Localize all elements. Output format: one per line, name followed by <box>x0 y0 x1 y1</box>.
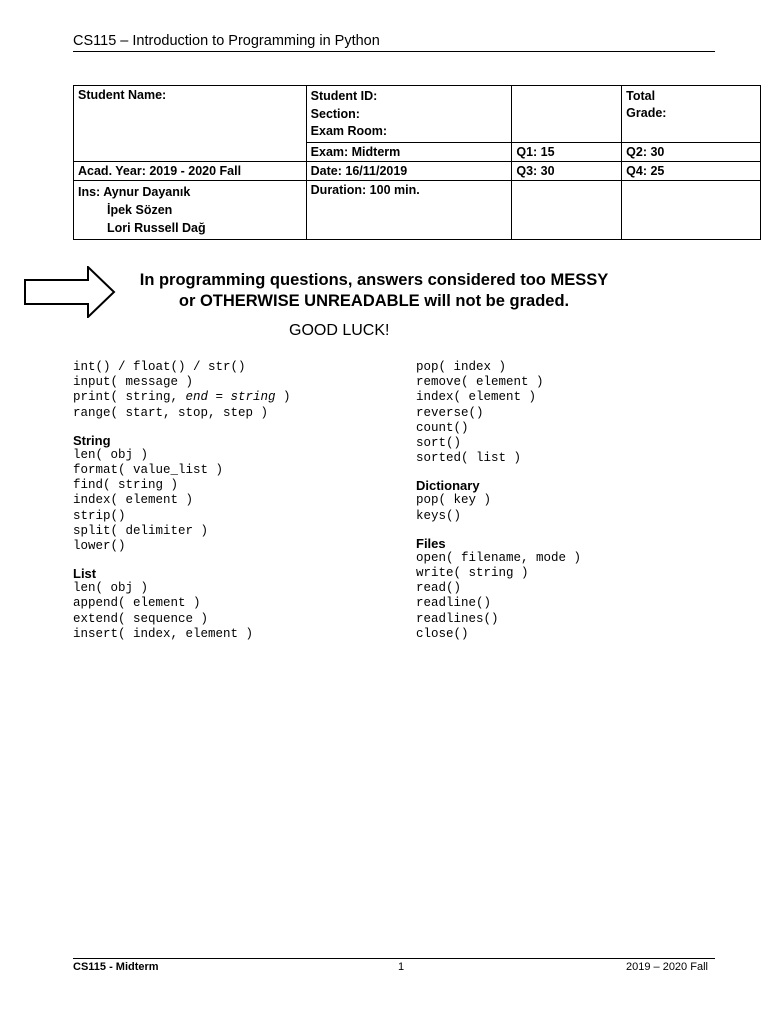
date-label: Date: 16/11/2019 <box>310 164 408 178</box>
duration-label: Duration: 100 min. <box>310 183 420 197</box>
code-line: extend( sequence ) <box>73 611 209 626</box>
exam-cell <box>306 143 512 162</box>
instructor-2: İpek Sözen <box>107 203 173 217</box>
footer-divider <box>73 958 715 959</box>
list-section-title: List <box>73 566 97 582</box>
warning-line-1: In programming questions, answers considered too MESSY <box>139 271 609 289</box>
q4-cell <box>622 162 761 181</box>
blank-cell <box>512 86 622 143</box>
code-line: format( value_list ) <box>73 463 224 478</box>
blank-cell <box>512 181 622 240</box>
date-cell <box>306 162 512 181</box>
print-end-arg: end = string <box>185 390 276 405</box>
reference-right-column <box>416 360 581 642</box>
acad-year-cell <box>74 162 307 181</box>
code-line: int() / float() / str() <box>73 360 246 374</box>
code-line: sort() <box>416 436 462 451</box>
reference-left-column <box>73 360 291 642</box>
code-line: count() <box>416 420 469 435</box>
student-id-cell <box>306 86 512 143</box>
print-suffix: ) <box>275 390 291 405</box>
total-grade-cell <box>622 86 761 143</box>
blank-cell <box>622 181 761 240</box>
code-line: keys() <box>416 508 462 523</box>
q1-label: Q1: 15 <box>516 145 555 159</box>
table-row <box>74 181 761 240</box>
code-line: len( obj ) <box>73 581 149 596</box>
acad-year-label: Acad. Year: 2019 - 2020 Fall <box>78 164 242 178</box>
page-header-title: CS115 – Introduction to Programming in Python <box>73 33 380 49</box>
code-line: reverse() <box>416 405 484 420</box>
grade-label: Grade: <box>626 106 667 120</box>
code-line: pop( index ) <box>416 360 507 374</box>
good-luck-text: GOOD LUCK! <box>289 322 390 339</box>
arrow-right-icon <box>24 266 116 318</box>
duration-cell <box>306 181 512 240</box>
page-number: 1 <box>398 961 405 973</box>
string-section-title: String <box>73 432 111 448</box>
code-line: index( element ) <box>73 493 194 508</box>
total-label: Total <box>626 89 656 103</box>
student-name-cell <box>74 86 307 162</box>
code-line: index( element ) <box>416 390 537 405</box>
files-section-title: Files <box>416 535 446 551</box>
student-id-label: Student ID: <box>310 89 378 103</box>
header-divider <box>73 51 715 52</box>
code-line: find( string ) <box>73 478 179 493</box>
instructors-cell <box>74 181 307 240</box>
code-line: readlines() <box>416 611 499 626</box>
code-line: read() <box>416 581 462 596</box>
q3-cell <box>512 162 622 181</box>
q4-label: Q4: 25 <box>626 164 665 178</box>
code-line: strip() <box>73 508 126 523</box>
exam-room-label: Exam Room: <box>310 124 388 138</box>
code-line: lower() <box>73 539 126 554</box>
exam-label: Exam: Midterm <box>310 145 401 159</box>
code-line: len( obj ) <box>73 447 149 462</box>
code-line: input( message ) <box>73 375 194 390</box>
code-line: close() <box>416 626 469 641</box>
q3-label: Q3: 30 <box>516 164 555 178</box>
code-line: pop( key ) <box>416 493 492 508</box>
code-line: split( delimiter ) <box>73 523 209 538</box>
section-label: Section: <box>310 107 360 121</box>
student-name-label: Student Name: <box>78 88 167 102</box>
table-row <box>74 162 761 181</box>
code-line: open( filename, mode ) <box>416 550 582 565</box>
code-line: append( element ) <box>73 596 201 611</box>
exam-info-table <box>73 85 761 240</box>
footer-term: 2019 – 2020 Fall <box>626 961 708 973</box>
dictionary-section-title: Dictionary <box>416 478 480 494</box>
code-line: sorted( list ) <box>416 451 522 466</box>
code-line: write( string ) <box>416 566 529 581</box>
grading-warning <box>110 270 638 312</box>
code-line: insert( index, element ) <box>73 626 254 641</box>
q1-cell <box>512 143 622 162</box>
instructor-3: Lori Russell Dağ <box>107 221 206 235</box>
table-row <box>74 86 761 143</box>
code-line: remove( element ) <box>416 375 544 390</box>
footer-course: CS115 - Midterm <box>73 961 159 973</box>
instructor-1: Ins: Aynur Dayanık <box>78 185 191 199</box>
code-line: range( start, stop, step ) <box>73 405 269 420</box>
warning-line-2: or OTHERWISE UNREADABLE will not be graded. <box>178 292 570 310</box>
q2-cell <box>622 143 761 162</box>
code-line-print <box>73 390 291 405</box>
q2-label: Q2: 30 <box>626 145 665 159</box>
code-line: readline() <box>416 596 492 611</box>
print-prefix: print( string, <box>73 390 186 405</box>
